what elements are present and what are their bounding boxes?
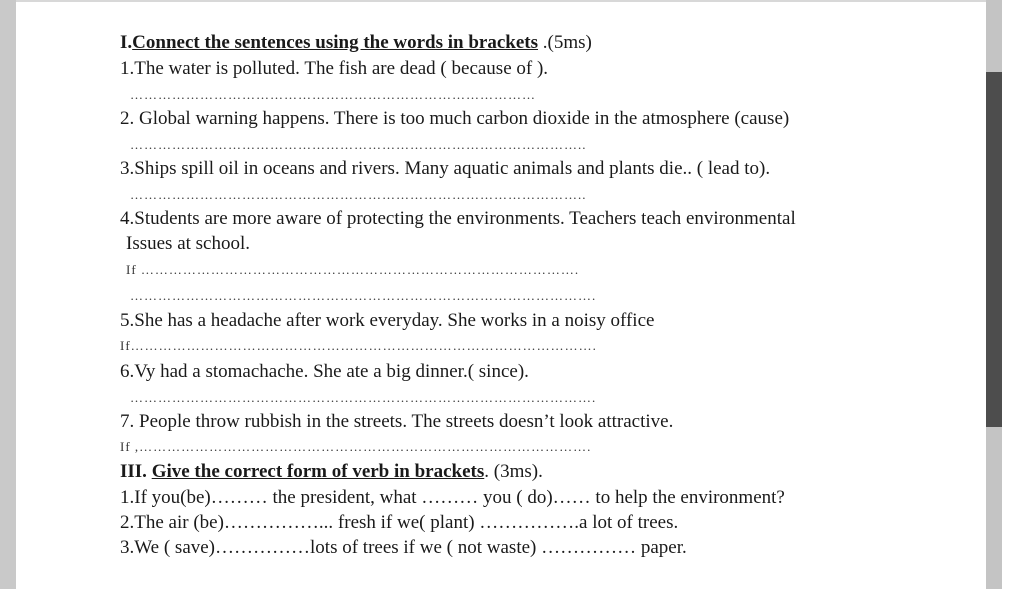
section1-title: Connect the sentences using the words in brackets <box>132 32 539 53</box>
question-4-line-1: 4.Students are more aware of protecting the environments. Teachers teach environmental <box>120 208 796 229</box>
section3-heading <box>120 461 543 483</box>
answer-line-5-if[interactable]: If………………………………………………………………………………………. <box>120 338 597 353</box>
question-6: 6.Vy had a stomachache. She ate a big dinner.( since). <box>120 361 529 382</box>
answer-line-6[interactable]: ………………………………………………………………………………………. <box>130 390 597 405</box>
scrollbar-track[interactable] <box>986 0 1002 589</box>
question-7: 7. People throw rubbish in the streets. The streets doesn’t look attractive. <box>120 411 674 432</box>
section3-roman: III. <box>120 461 152 482</box>
answer-line-2[interactable]: …………………………………………………………………………………….. <box>130 137 587 152</box>
verb-question-3: 3.We ( save)……………lots of trees if we ( not waste) …………… paper. <box>120 537 687 558</box>
answer-line-3[interactable]: …………………………………………………………………………………….. <box>130 187 587 202</box>
answer-line-1[interactable]: …………………………………………………………………………… <box>130 87 536 102</box>
question-5: 5.She has a headache after work everyday. She works in a noisy office <box>120 310 655 331</box>
section3-marks: . (3ms). <box>484 461 543 482</box>
section1-roman: I. <box>120 32 133 53</box>
verb-question-2: 2.The air (be)……………... fresh if we( plant) …………….a lot of trees. <box>120 512 679 533</box>
left-frame <box>0 0 16 589</box>
scrollbar-thumb[interactable] <box>986 72 1002 427</box>
answer-line-7-if[interactable]: If ,……………………………………………………………………………………. <box>120 439 592 454</box>
top-border <box>16 0 986 2</box>
section1-heading <box>120 32 592 54</box>
answer-line-4b[interactable]: ………………………………………………………………………………………. <box>130 288 597 303</box>
question-2: 2. Global warning happens. There is too much carbon dioxide in the atmosphere (cause) <box>120 108 790 129</box>
section3-title: Give the correct form of verb in brackets <box>151 461 485 482</box>
section1-marks: .(5ms) <box>538 32 592 53</box>
verb-question-1: 1.If you(be)……… the president, what ……… you ( do)…… to help the environment? <box>120 487 785 508</box>
question-1: 1.The water is polluted. The fish are dead ( because of ). <box>120 58 549 79</box>
question-4-line-2: Issues at school. <box>126 233 251 254</box>
question-3: 3.Ships spill oil in oceans and rivers. Many aquatic animals and plants die.. ( lead to). <box>120 158 771 179</box>
answer-line-4-if[interactable]: If …………………………………………………………………………………. <box>126 262 580 277</box>
right-margin <box>1002 0 1024 589</box>
